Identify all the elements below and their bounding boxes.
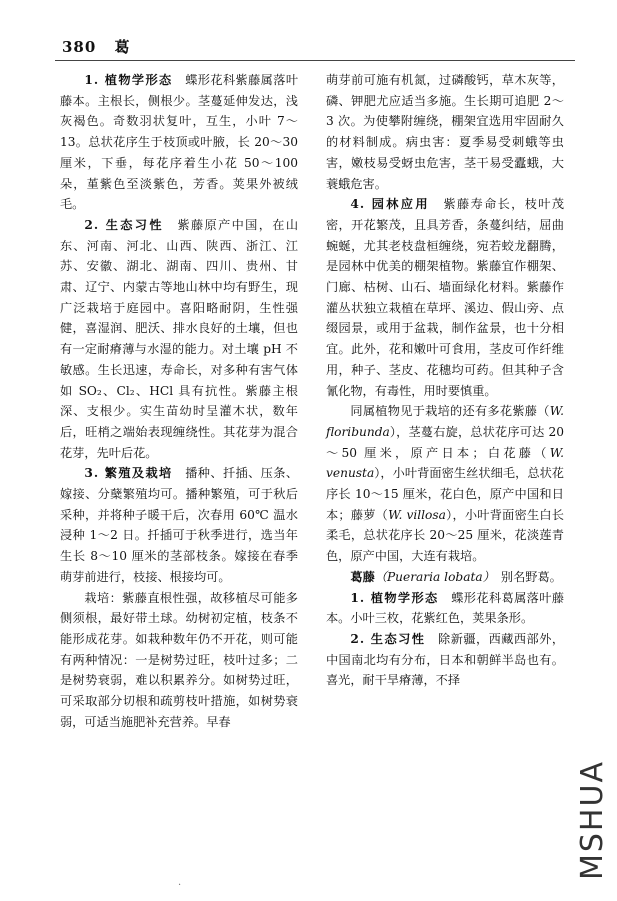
- scan-speck: ·: [178, 880, 182, 891]
- paragraph-text: 栽培：紫藤直根性强，故移植尽可能多侧须根，最好带土球。幼树初定植，枝条不能形成花芽。如栽种数年仍不开花，则可能有两种情况：一是树势过旺，枝叶过多；二是树势衰弱，难以积累养分。如树势过旺，可采取部分切根和疏剪枝叶措施，如树势衰弱，可适当施肥补充营养。早春: [60, 590, 298, 729]
- paragraph: [326, 194, 564, 401]
- left-column: [60, 70, 298, 733]
- latin-name: W. villosa: [388, 507, 446, 522]
- paragraph-text: 萌芽前可施有机氮，过磷酸钙，草木灰等，磷、钾肥尤应适当多施。生长期可追肥 2～3 次。为使攀附缠绕，棚架宜选用牢固耐久的材料制成。病虫害：夏季易受刺蛾等虫害，嫩枝易受蚜虫危害，茎干易受蠹蛾，大蓑蛾危害。: [326, 73, 564, 191]
- paragraph: [60, 215, 298, 463]
- paragraph: [326, 401, 564, 567]
- paragraph: [326, 567, 564, 588]
- latin-name: （Pueraria lobata）: [374, 569, 489, 584]
- plant-name: 葛藤: [350, 569, 375, 584]
- section-heading: 4. 园林应用: [350, 197, 430, 212]
- paragraph-text: 蝶形花科葛属落叶藤本。小叶三枚，花紫红色，荚果条形。: [326, 590, 565, 626]
- paragraph-text: ），茎蔓右旋，总状花序可达 20～50 厘米，原产日本；白花藤（: [326, 424, 564, 460]
- paragraph-text: ），小叶背面密生丝状细毛，总状花序长 10～15 厘米，花白色，原产中国和日本；藤萝（: [326, 466, 564, 522]
- latin-name: W. floribunda: [326, 404, 564, 439]
- section-heading: 2. 生态习性: [350, 631, 426, 646]
- section-heading: 1. 植物学形态: [84, 73, 173, 87]
- paragraph: [60, 70, 298, 215]
- alias-text: 别名野葛。: [500, 569, 562, 584]
- paragraph: [60, 588, 298, 733]
- paragraph-text: 紫藤原产中国，在山东、河南、河北、山西、陕西、浙江、江苏、安徽、湖北、湖南、四川、贵州、甘肃、辽宁、内蒙古等地山林中均有野生，现广泛栽培于庭园中。喜阳略耐阴，生性强健，喜湿润、肥沃、排水良好的土壤，但也有一定耐瘠薄与水湿的能力。对土壤 pH 不敏感。生长迅速，寿命长，对多种有害气体如 SO₂、Cl₂、HCl 具有抗性。紫藤主根深、支根少。实生苗幼时呈灌木状，数年后，旺梢之端始表现缠绕性。其花芽为混合花芽，先叶后花。: [60, 217, 299, 460]
- paragraph-text: 除新疆，西藏西部外，中国南北均有分布，日本和朝鲜半岛也有。喜光，耐干旱瘠薄，不择: [326, 631, 565, 688]
- paragraph: [326, 629, 564, 691]
- paragraph: [60, 463, 298, 587]
- section-heading: 3. 繁殖及栽培: [84, 466, 173, 481]
- right-column: [326, 70, 564, 691]
- paragraph-text: ），小叶背面密生白长柔毛，总状花序长 20～25 厘米，花淡莲青色，原产中国，大连有栽培。: [326, 507, 564, 564]
- running-title: 葛: [114, 38, 131, 56]
- paragraph: [326, 588, 564, 629]
- paragraph: [326, 70, 564, 194]
- paragraph-text: 紫藤寿命长，枝叶茂密，开花繁茂，且具芳香，条蔓纠结，屈曲蜿蜒，尤其老枝盘桓缠绕，宛若蛟龙翻腾，是园林中优美的棚架植物。紫藤宜作棚架、门廊、枯树、山石、墙面绿化材料。紫藤作灌丛状独立栽植在草坪、溪边、假山旁、点缀园景，或用于盆栽，制作盆景，也十分相宜。此外，花和嫩叶可食用，茎皮可作纤维用，种子、茎皮、花穗均可药。但其种子含氰化物，有毒性，用时要慎重。: [326, 197, 565, 398]
- section-heading: 2. 生态习性: [84, 217, 164, 232]
- page-number: 380: [62, 38, 97, 56]
- latin-name: W. venusta: [326, 445, 564, 481]
- section-heading: 1. 植物学形态: [350, 590, 439, 605]
- page-header: [62, 36, 131, 57]
- paragraph-text: 同属植物见于栽培的还有多花紫藤（: [350, 404, 550, 419]
- paragraph-text: 蝶形花科紫藤属落叶藤本。主根长，侧根少。茎蔓延伸发达，浅灰褐色。奇数羽状复叶，互生，小叶 7～13。总状花序生于枝顶或叶腋，长 20～30 厘米，下垂，每花序着生小花 50～100 朵，堇紫色至淡紫色，芳香。荚果外被绒毛。: [60, 73, 299, 212]
- paragraph-text: 播种、扦插、压条、嫁接、分蘖繁殖均可。播种繁殖，可于秋后采种，并将种子暖干后，次春用 60℃ 温水浸种 1～2 日。扦插可于秋季进行，选当年生长 8～10 厘米的茎部枝条。嫁接在春季萌芽前进行，枝接、根接均可。: [60, 466, 299, 584]
- watermark: MSHUA: [575, 760, 610, 880]
- header-rule: [55, 60, 575, 61]
